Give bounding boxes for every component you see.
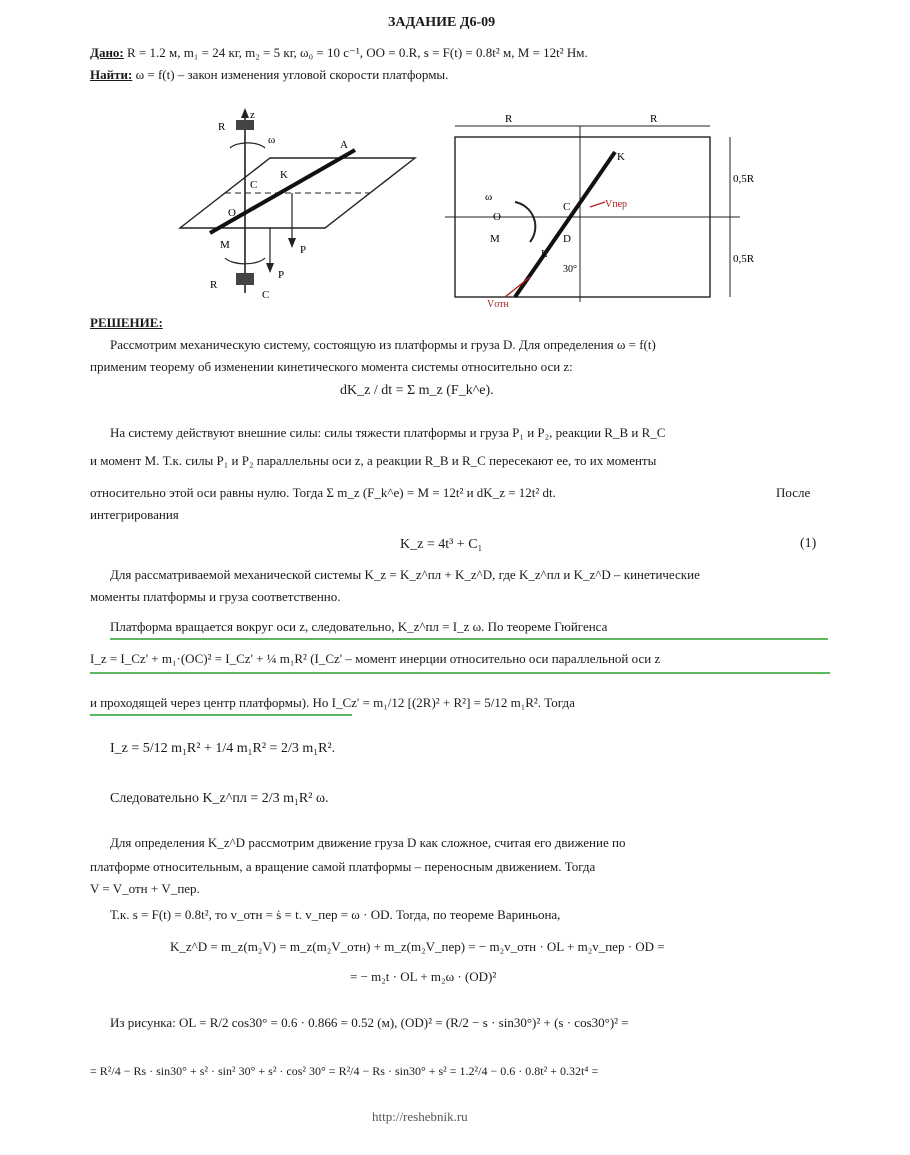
dim-r-right: R [650, 113, 658, 125]
omega0-arc [230, 143, 265, 148]
p1-arrow [288, 238, 296, 248]
para-1: Рассмотрим механическую систему, состоящую из платформы и груза D. Для определения ω = f(t) [110, 337, 656, 352]
green-underline-3 [90, 714, 352, 716]
lbl-o-right: O [493, 211, 501, 223]
find-line [90, 66, 448, 84]
lbl-d-right: D [563, 233, 571, 245]
equation-4: Следовательно K_z^пл = 2/3 m₁R² ω. [110, 791, 329, 806]
para-3b: моменты платформы и груза соответственно. [90, 589, 341, 604]
equation-2: K_z = 4t³ + C₁ [400, 537, 483, 552]
equation-5b: = − m₂t · OL + m₂ω · (OD)² [350, 969, 497, 984]
equation-5a: K_z^D = m_z(m₂V) = m_z(m₂V_отн) + m_z(m₂V_пер) = − m₂v_отн · OL + m₂v_пер · OD = [170, 939, 665, 954]
para-5c: V = V_отн + V_пер. [90, 881, 200, 896]
para-4b: I_z = I_Cz' + m₁·(OC)² = I_Cz' + ¼ m₁R² (I_Cz' – момент инерции относительно оси параллельной оси z [90, 651, 661, 666]
lbl-l-right: L [541, 248, 548, 260]
dim-half-bottom: 0,5R [733, 253, 755, 265]
lbl-c-bottom: C [262, 289, 270, 301]
lbl-omega0: ω [268, 134, 276, 146]
lbl-k-right: K [617, 151, 625, 163]
lbl-c: C [250, 179, 258, 191]
lbl-30-right: 30° [563, 264, 577, 275]
lbl-z: z [250, 109, 255, 121]
lbl-a: A [340, 139, 348, 151]
z-axis-arrow [241, 108, 249, 118]
dim-half-top: 0,5R [733, 173, 755, 185]
para-4a: Платформа вращается вокруг оси z, следовательно, K_z^пл = I_z ω. По теореме Гюйгенса [110, 619, 608, 634]
lbl-p2: P [278, 269, 285, 281]
lbl-m-right: M [490, 233, 500, 245]
para-5a: Для определения K_z^D рассмотрим движение груза D как сложное, считая его движение по [110, 835, 626, 850]
given-text: R = 1.2 м, m₁ = 24 кг, m₂ = 5 кг, ω₀ = 10 с⁻¹, OO = 0.R, s = F(t) = 0.8t² м, M = 12t² Нм. [127, 45, 588, 60]
bearing-bottom [236, 273, 254, 285]
lbl-k: K [280, 169, 288, 181]
green-underline-1 [110, 638, 828, 640]
bearing-top [236, 120, 254, 130]
para-2a: На систему действуют внешние силы: силы тяжести платформы и груза P₁ и P₂, реакции R_B и R_C [110, 425, 666, 440]
lbl-votn: Vотн [487, 299, 509, 310]
lbl-rb: R [218, 121, 226, 133]
para-7b: = R²/4 − Rs · sin30° + s² · sin² 30° + s² · cos² 30° = R²/4 − Rs · sin30° + s² = 1.2²/4 − 0.6 · 0.8t² + 0.32t⁴ = [90, 1064, 599, 1078]
lbl-p1: P [300, 244, 307, 256]
v-per-vector [590, 202, 605, 207]
p2-arrow [266, 263, 274, 273]
rod [210, 150, 355, 233]
para-1b: применим теорему об изменении кинетического момента системы относительно оси z: [90, 359, 573, 374]
footer-link[interactable]: http://reshebnik.ru [372, 1109, 468, 1124]
dim-r-left: R [505, 113, 513, 125]
find-label: Найти: [90, 67, 133, 82]
para-2c-right: После [776, 485, 811, 500]
para-2c: относительно этой оси равны нулю. Тогда Σ m_z (F_k^e) = M = 12t² и dK_z = 12t² dt. [90, 485, 556, 500]
lbl-rc: R [210, 279, 218, 291]
lbl-omega0-right: ω [485, 191, 493, 203]
para-3a: Для рассматриваемой механической системы K_z = K_z^пл + K_z^D, где K_z^пл и K_z^D – кинетические [110, 567, 700, 582]
inclined-rod [515, 152, 615, 297]
given-line [90, 44, 588, 62]
para-2b: и момент M. Т.к. силы P₁ и P₂ параллельны оси z, а реакции R_B и R_C пересекают ее, то их моменты [90, 453, 657, 468]
para-6: Т.к. s = F(t) = 0.8t², то v_отн = ṡ = t. v_пер = ω · OD. Тогда, по теореме Вариньона, [110, 907, 561, 922]
find-text: ω = f(t) – закон изменения угловой скорости платформы. [135, 67, 449, 82]
para-4c: и проходящей через центр платформы). Но I_Cz' = m₁/12 [(2R)² + R²] = 5/12 m₁R². Тогда [90, 695, 575, 710]
lbl-o: O [228, 207, 236, 219]
document-title: ЗАДАНИЕ Д6-09 [388, 15, 496, 30]
lbl-vper: Vпер [605, 199, 628, 210]
lbl-c-right: C [563, 201, 571, 213]
para-7a: Из рисунка: OL = R/2 cos30° = 0.6 · 0.866 = 0.52 (м), (OD)² = (R/2 − s · sin30°)² + (s · cos30°)² = [110, 1015, 629, 1030]
para-5b: платформе относительным, а вращение самой платформы – переносным движением. Тогда [90, 859, 596, 874]
figure-right-diagram [445, 112, 765, 312]
para-2d: интегрирования [90, 507, 179, 522]
omega0-arc-right [515, 202, 535, 242]
equation-1: dK_z / dt = Σ m_z (F_k^e). [340, 383, 494, 398]
green-underline-2 [90, 672, 830, 674]
equation-3: I_z = 5/12 m₁R² + 1/4 m₁R² = 2/3 m₁R². [110, 741, 336, 756]
solution-label: РЕШЕНИЕ: [90, 315, 163, 330]
lbl-m: M [220, 239, 230, 251]
figure-left-diagram [170, 108, 440, 308]
given-label: Дано: [90, 45, 124, 60]
equation-2-number: (1) [800, 536, 817, 551]
